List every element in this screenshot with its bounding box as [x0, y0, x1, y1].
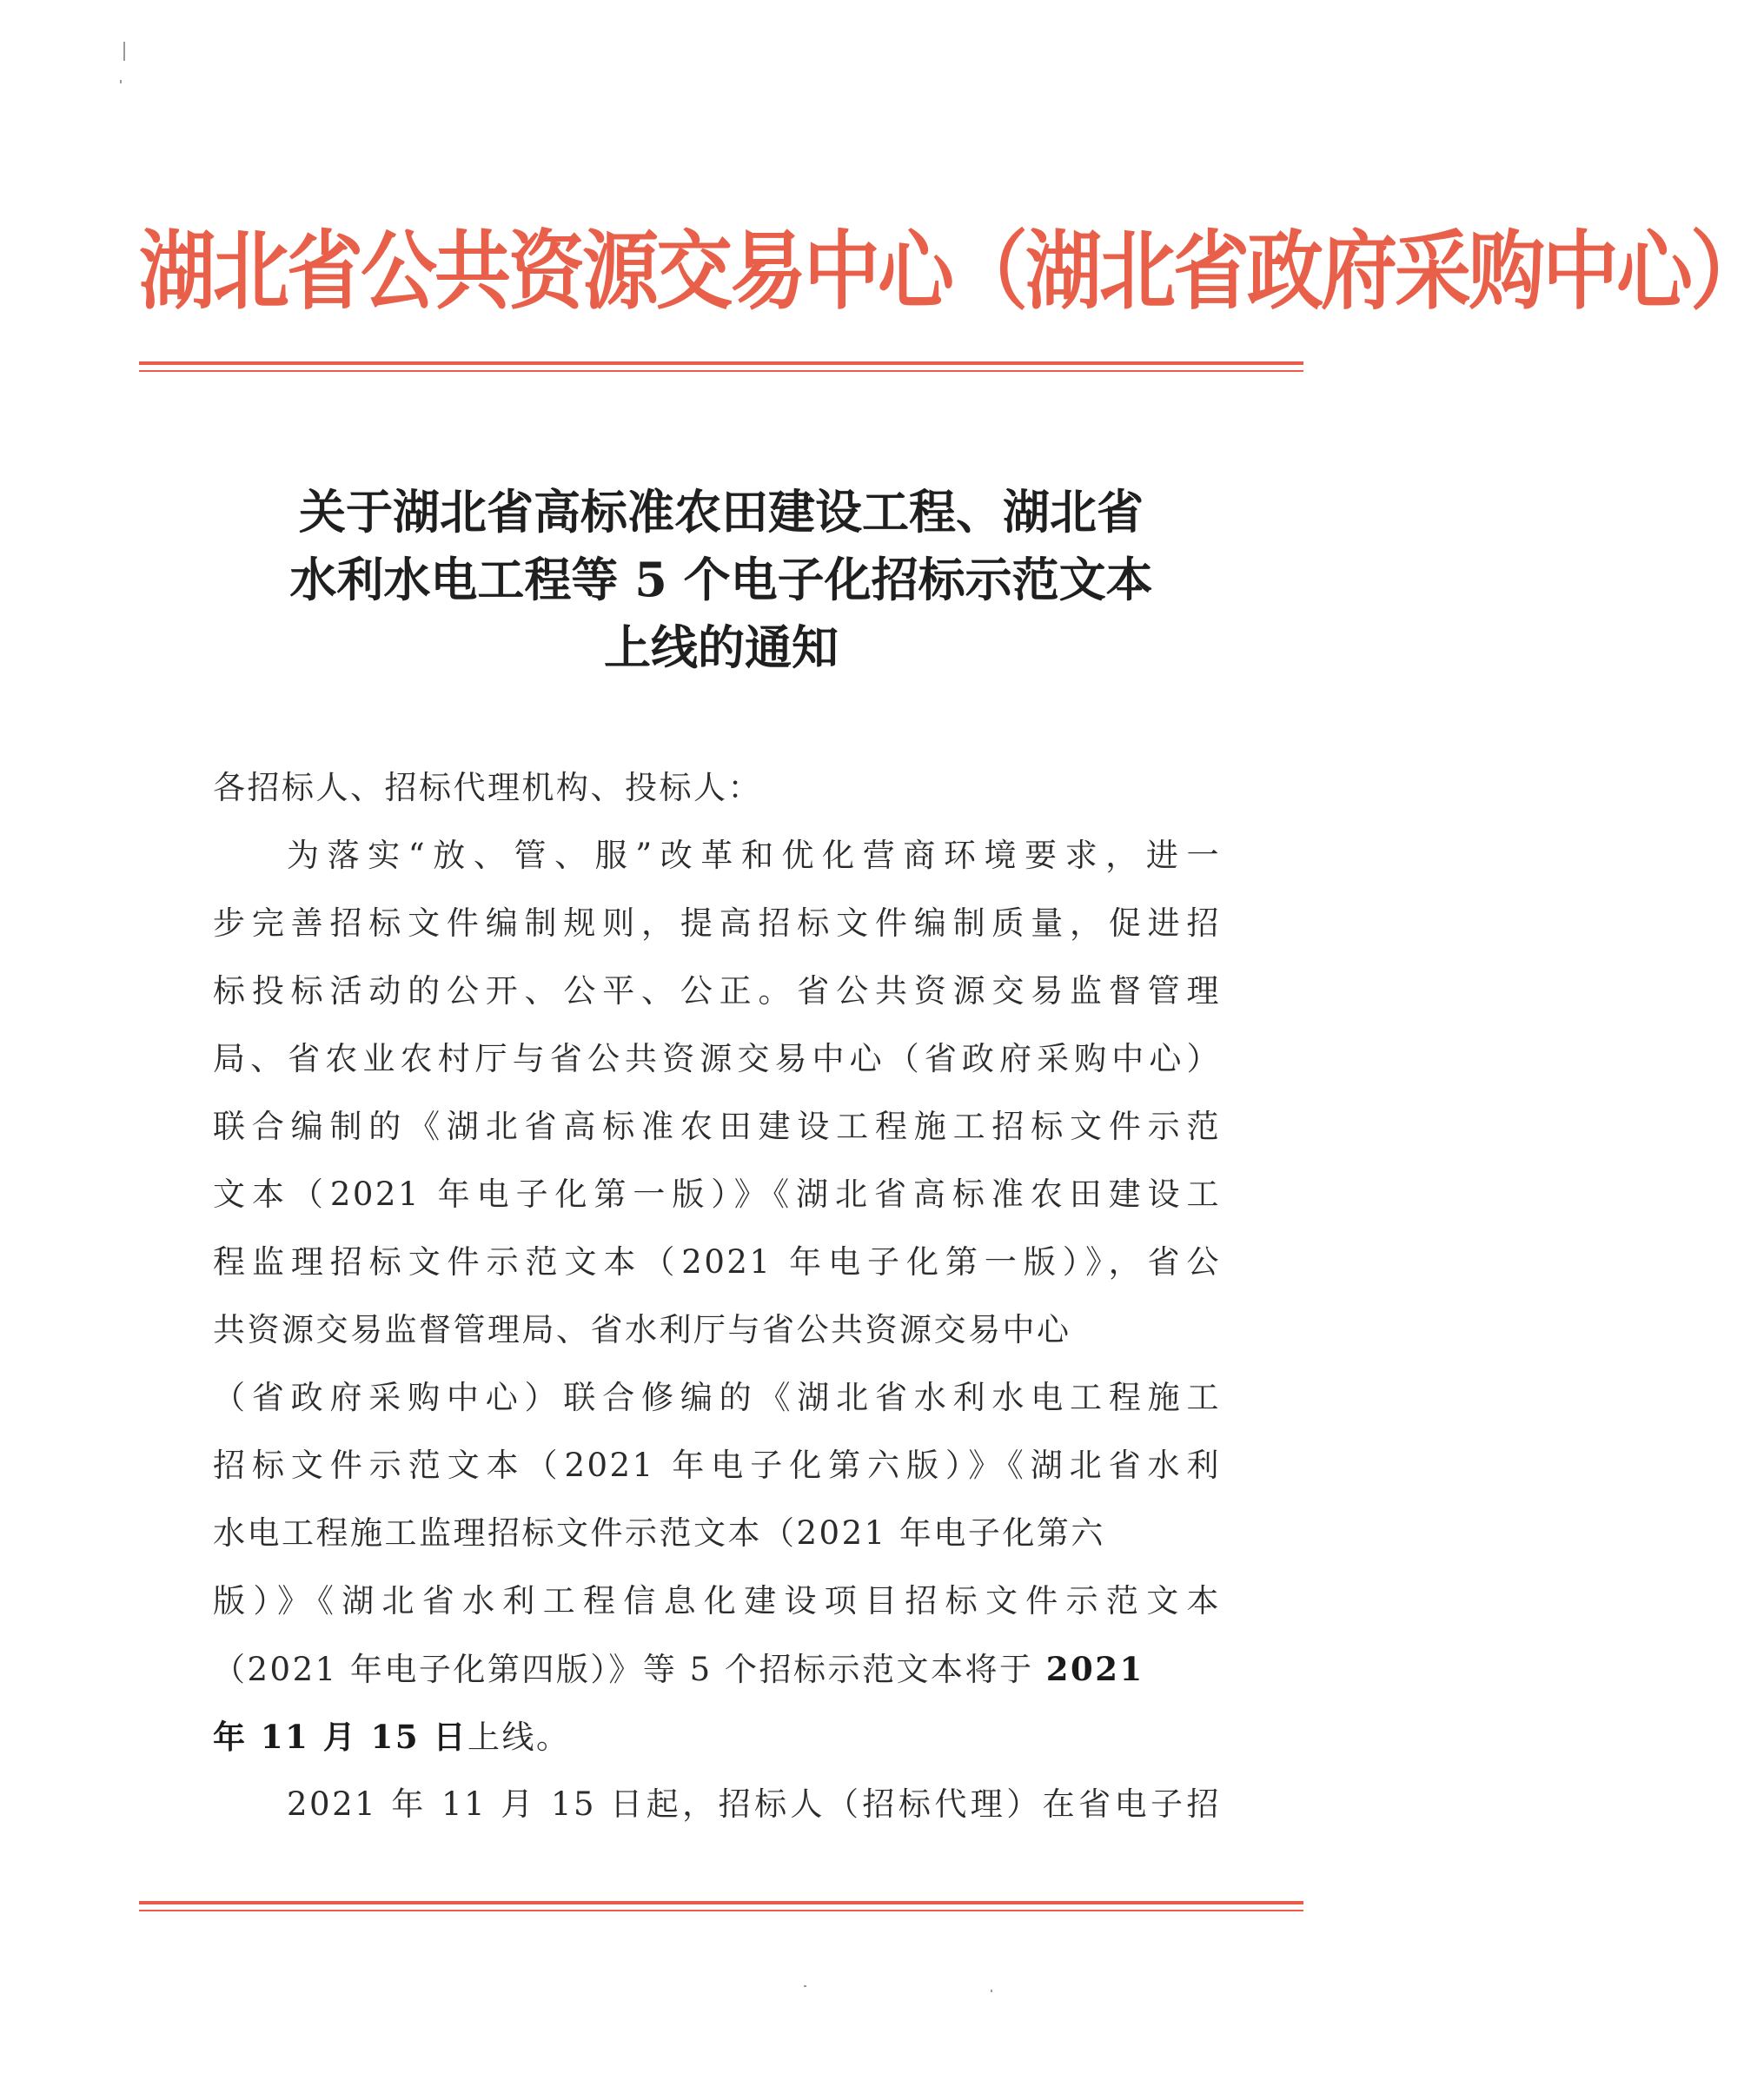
- paragraph-line: （省政府采购中心）联合修编的《湖北省水利水电工程施工: [213, 1379, 1221, 1416]
- notice-title-line: 水利水电工程等 5 个电子化招标示范文本: [289, 552, 1153, 607]
- notice-title: [174, 478, 1269, 681]
- paragraph-line: 水电工程施工监理招标文件示范文本（2021 年电子化第六: [213, 1514, 1105, 1552]
- scan-speck: [120, 80, 122, 83]
- masthead-rule-thick: [139, 361, 1303, 365]
- paragraph-line: 局、省农业农村厅与省公共资源交易中心（省政府采购中心）: [213, 1040, 1221, 1077]
- salutation: 各招标人、招标代理机构、投标人：: [213, 769, 762, 806]
- paragraph-line: 联合编制的《湖北省高标准农田建设工程施工招标文件示范: [213, 1108, 1221, 1145]
- paragraph-line: 版）》《湖北省水利工程信息化建设项目招标文件示范文本: [213, 1582, 1221, 1619]
- paragraph-line-with-date: [213, 1635, 1221, 1703]
- footer-rule-thin: [139, 1910, 1303, 1911]
- paragraph2-start: 2021 年 11 月 15 日起，招标人（招标代理）在省电子招: [287, 1785, 1221, 1823]
- paragraph-line: 步完善招标文件编制规则，提高招标文件编制质量，促进招: [213, 904, 1221, 942]
- notice-title-line: 关于湖北省高标准农田建设工程、湖北省: [299, 484, 1144, 540]
- launch-year: 2021: [1045, 1650, 1144, 1688]
- masthead-rule-thin: [139, 370, 1303, 372]
- paragraph-line: 为落实“放、管、服”改革和优化营商环境要求，进一: [287, 837, 1221, 874]
- paragraph-line: 程监理招标文件示范文本（2021 年电子化第一版）》，省公: [213, 1243, 1221, 1281]
- masthead-title: 湖北省公共资源交易中心（湖北省政府采购中心）: [139, 220, 1764, 321]
- scan-speck: [804, 1985, 806, 1987]
- launch-tail: 上线。: [468, 1719, 571, 1756]
- scan-speck: [991, 1990, 992, 1992]
- paragraph-line: 招标文件示范文本（2021 年电子化第六版）》《湖北省水利: [213, 1447, 1221, 1484]
- notice-body: [213, 754, 1221, 1838]
- paragraph-line-text: （2021 年电子化第四版）》等 5 个招标示范文本将于: [213, 1651, 1034, 1688]
- paragraph-line: 共资源交易监督管理局、省水利厅与省公共资源交易中心: [213, 1311, 1071, 1348]
- launch-date: 年 11 月 15 日: [213, 1718, 468, 1756]
- notice-title-line: 上线的通知: [604, 619, 839, 675]
- scan-speck: [123, 42, 125, 61]
- paragraph-line: 标投标活动的公开、公平、公正。省公共资源交易监督管理: [213, 972, 1221, 1010]
- paragraph-line: 文本（2021 年电子化第一版）》《湖北省高标准农田建设工: [213, 1176, 1221, 1213]
- footer-rule-thick: [139, 1901, 1303, 1904]
- paragraph-line-launch-date: [213, 1703, 1221, 1771]
